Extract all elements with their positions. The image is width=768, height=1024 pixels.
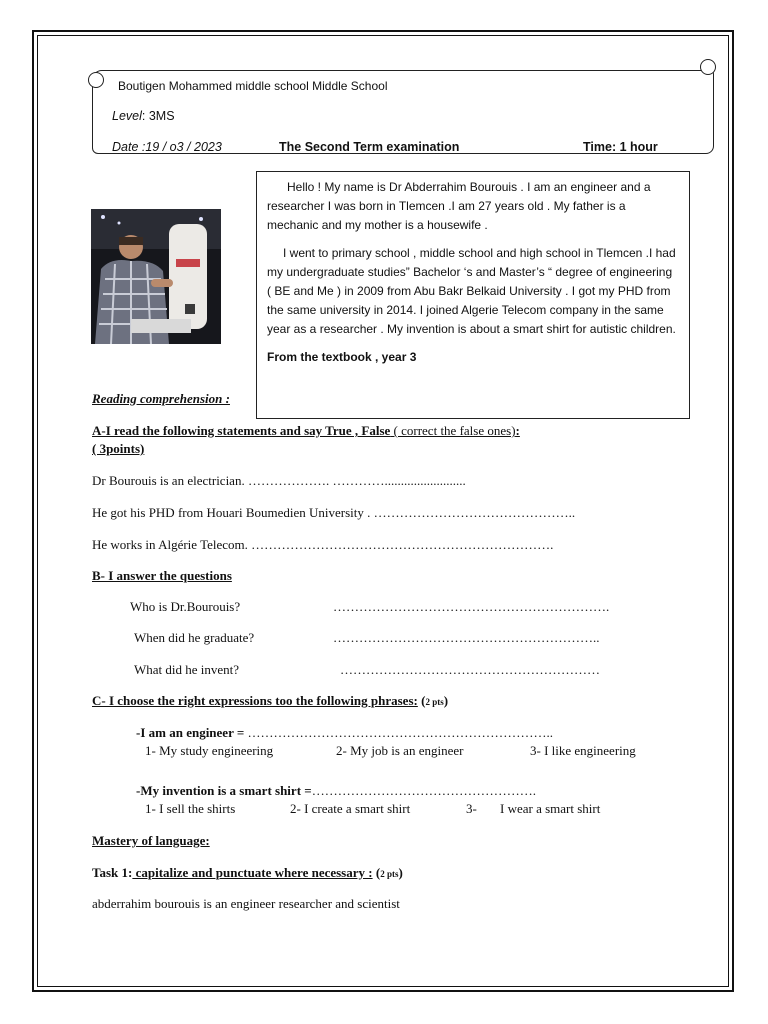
c-item-2-option-3: I wear a smart shirt [500,801,601,816]
question-3: What did he invent? [134,662,240,677]
reading-comprehension-title: Reading comprehension : [92,391,230,406]
photo-engineer [91,209,221,344]
answer-line[interactable]: ……………………………………………………………. [251,537,554,552]
answer-line[interactable]: ……………………………………………. [311,783,536,798]
section-c-heading [92,693,448,709]
school-name: Boutigen Mohammed middle school Middle School [118,79,388,93]
statement-3-text: He works in Algérie Telecom. [92,537,248,552]
c-item-1-label: -I am an engineer = [136,725,248,740]
answer-line[interactable]: ………………………………………………………. [333,599,610,614]
level-label: Level [112,109,142,123]
c-item-1-option-1: 1- My study engineering [145,743,274,758]
c-item-1 [136,725,553,741]
exam-time: Time: 1 hour [583,140,658,154]
task-1-title: capitalize and punctuate where necessary : [132,865,373,880]
level-field [112,109,175,123]
passage-paragraph-1: Hello ! My name is Dr Abderrahim Bourouis . I am an engineer and a researcher I was born in Tlemcen .I am 27 years old . My father is a mechanic and my mother is a housewife . [267,180,651,232]
points-paren: ) [443,693,449,708]
section-a-note: ( correct the false ones) [390,423,516,438]
statement-1 [92,473,466,489]
level-value: : 3MS [141,109,175,123]
section-a-points: ( 3points) [92,441,145,456]
scroll-curl-right [700,59,716,75]
answer-line[interactable]: …………………………………………………… [340,662,600,677]
passage-source: From the textbook , year 3 [267,350,417,365]
section-a-title: A-I read the following statements and say True , False [92,423,391,438]
section-c-title: C- I choose the right expressions too the following phrases: [92,693,418,708]
passage-paragraph-2: I went to primary school , middle school and high school in Tlemcen .I had my undergraduate studies” Bachelor ‘s and Master’s “ degree of engineering ( BE and Me ) in 2009 from Abu Bakr Belkaid University . I got my PHD from the same university in 2014. I joined Algerie Telecom company in the same year as a researcher . My invention is about a smart shirt for autistic children. [267,246,676,336]
answer-line[interactable]: …………………………………………………….. [333,630,600,645]
exam-title: The Second Term examination [279,140,460,154]
points-paren: ) [398,865,403,880]
statement-3 [92,537,553,553]
statement-2-text: He got his PHD from Houari Boumedien University . [92,505,371,520]
answer-line[interactable]: ……………………………………….. [373,505,576,520]
answer-line[interactable]: …………………………………………………………….. [247,725,554,740]
mastery-title: Mastery of language: [92,833,210,848]
c-item-2-option-2: 2- I create a smart shirt [290,801,411,816]
question-1: Who is Dr.Bourouis? [130,599,241,614]
section-a-colon: : [515,423,520,438]
task-1-points: 2 pts [380,869,399,879]
points-paren: ( [372,865,381,880]
c-item-1-option-3: 3- I like engineering [530,743,636,758]
section-a-heading [92,423,520,439]
section-c-points: 2 pts [425,697,444,707]
scroll-curl-left [88,72,104,88]
task-1-sentence: abderrahim bourouis is an engineer researcher and scientist [92,896,400,911]
answer-line[interactable]: ………………. …………......................... [247,473,466,488]
question-2: When did he graduate? [134,630,255,645]
task-1-heading [92,865,403,881]
statement-1-text: Dr Bourouis is an electrician. [92,473,245,488]
c-item-2-option-3-number: 3- [466,801,477,816]
exam-date: Date :19 / o3 / 2023 [112,140,222,154]
statement-2 [92,505,575,521]
section-b-title: B- I answer the questions [92,568,232,583]
task-1-label: Task 1: [92,865,133,880]
c-item-2-label: -My invention is a smart shirt = [136,783,312,798]
c-item-2-option-1: 1- I sell the shirts [145,801,236,816]
points-paren: ( [417,693,426,708]
reading-passage-box [256,171,690,419]
c-item-2 [136,783,536,799]
c-item-1-option-2: 2- My job is an engineer [336,743,464,758]
